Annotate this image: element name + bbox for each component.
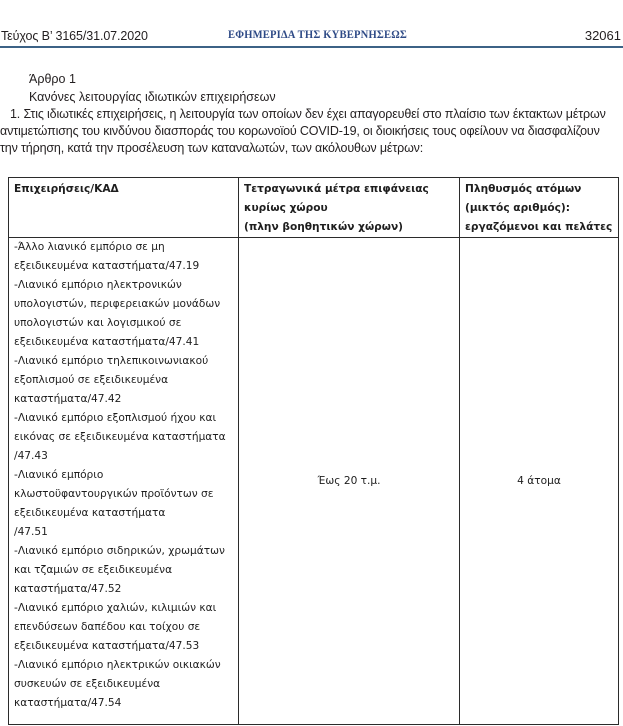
business-line: καταστήματα/47.42: [14, 393, 122, 405]
business-line: -Λιανικό εμπόριο ηλεκτρονικών: [14, 279, 182, 291]
gazette-title: ΕΦΗΜΕΡΙΔΑ ΤΗΣ ΚΥΒΕΡΝΗΣΕΩΣ: [228, 29, 407, 41]
header-line: (μικτός αριθμός):: [465, 202, 570, 214]
business-line: καταστήματα/47.54: [14, 697, 122, 709]
article-title: Κανόνες λειτουργίας ιδιωτικών επιχειρήσεων: [29, 90, 276, 104]
paragraph-line: αντιμετώπισης του κινδύνου διασποράς του κορωνοϊού COVID-19, οι διοικήσεις τους οφείλουν να διασφαλίζουν: [0, 124, 600, 138]
article-paragraph: [0, 106, 623, 157]
business-line: εξειδικευμένα καταστήματα: [14, 507, 166, 519]
persons-cell: 4 άτομα: [460, 238, 619, 725]
business-line: καταστήματα/47.52: [14, 583, 122, 595]
business-line: /47.51: [14, 526, 48, 538]
area-cell: Έως 20 τ.μ.: [239, 238, 460, 725]
business-line: κλωστοϋφαντουργικών προϊόντων σε: [14, 488, 214, 500]
header-line: κυρίως χώρου: [244, 202, 328, 214]
business-line: /47.43: [14, 450, 48, 462]
measures-table: [8, 177, 619, 725]
header-businesses: [9, 178, 239, 238]
business-line: -Λιανικό εμπόριο: [14, 469, 104, 481]
business-line: εξοπλισμού σε εξειδικευμένα: [14, 374, 169, 386]
issue-reference: Τεύχος Β’ 3165/31.07.2020: [1, 29, 148, 43]
table-header-row: [9, 178, 619, 238]
business-line: εξειδικευμένα καταστήματα/47.53: [14, 640, 200, 652]
header-line: Πληθυσμός ατόμων: [465, 183, 582, 195]
article-number: Άρθρο 1: [29, 72, 76, 86]
business-line: -Λιανικό εμπόριο ηλεκτρικών οικιακών: [14, 659, 221, 671]
business-line: -Άλλο λιανικό εμπόριο σε μη: [14, 241, 165, 253]
header-line: εργαζόμενοι και πελάτες: [465, 221, 613, 233]
business-line: -Λιανικό εμπόριο χαλιών, κιλιμιών και: [14, 602, 217, 614]
paragraph-line: 1. Στις ιδιωτικές επιχειρήσεις, η λειτουργία των οποίων δεν έχει απαγορευθεί στο πλαίσιο των έκτακτων μέτρων: [10, 107, 606, 121]
business-line: και τζαμιών σε εξειδικευμένα: [14, 564, 173, 576]
page-header: [0, 24, 623, 46]
header-line: Τετραγωνικά μέτρα επιφάνειας: [244, 183, 429, 195]
business-line: -Λιανικό εμπόριο εξοπλισμού ήχου και: [14, 412, 217, 424]
business-line: εξειδικευμένα καταστήματα/47.19: [14, 260, 200, 272]
business-line: συσκευών σε εξειδικευμένα: [14, 678, 161, 690]
business-line: υπολογιστών και λογισμικού σε: [14, 317, 182, 329]
business-line: εικόνας σε εξειδικευμένα καταστήματα: [14, 431, 226, 443]
table-row: [9, 238, 619, 725]
paragraph-line: την τήρηση, κατά την προσέλευση των καταναλωτών, των ακόλουθων μέτρων:: [0, 141, 424, 155]
page-number: 32061: [584, 28, 621, 43]
header-line: Επιχειρήσεις/ΚΑΔ: [14, 183, 119, 195]
header-divider: [0, 46, 623, 48]
businesses-cell: [9, 238, 239, 725]
business-line: -Λιανικό εμπόριο τηλεπικοινωνιακού: [14, 355, 209, 367]
business-line: επενδύσεων δαπέδου και τοίχου σε: [14, 621, 201, 633]
header-line: (πλην βοηθητικών χώρων): [244, 221, 404, 233]
business-line: υπολογιστών, περιφερειακών μονάδων: [14, 298, 221, 310]
business-line: -Λιανικό εμπόριο σιδηρικών, χρωμάτων: [14, 545, 225, 557]
business-line: εξειδικευμένα καταστήματα/47.41: [14, 336, 200, 348]
header-area: [239, 178, 460, 238]
header-persons: [460, 178, 619, 238]
